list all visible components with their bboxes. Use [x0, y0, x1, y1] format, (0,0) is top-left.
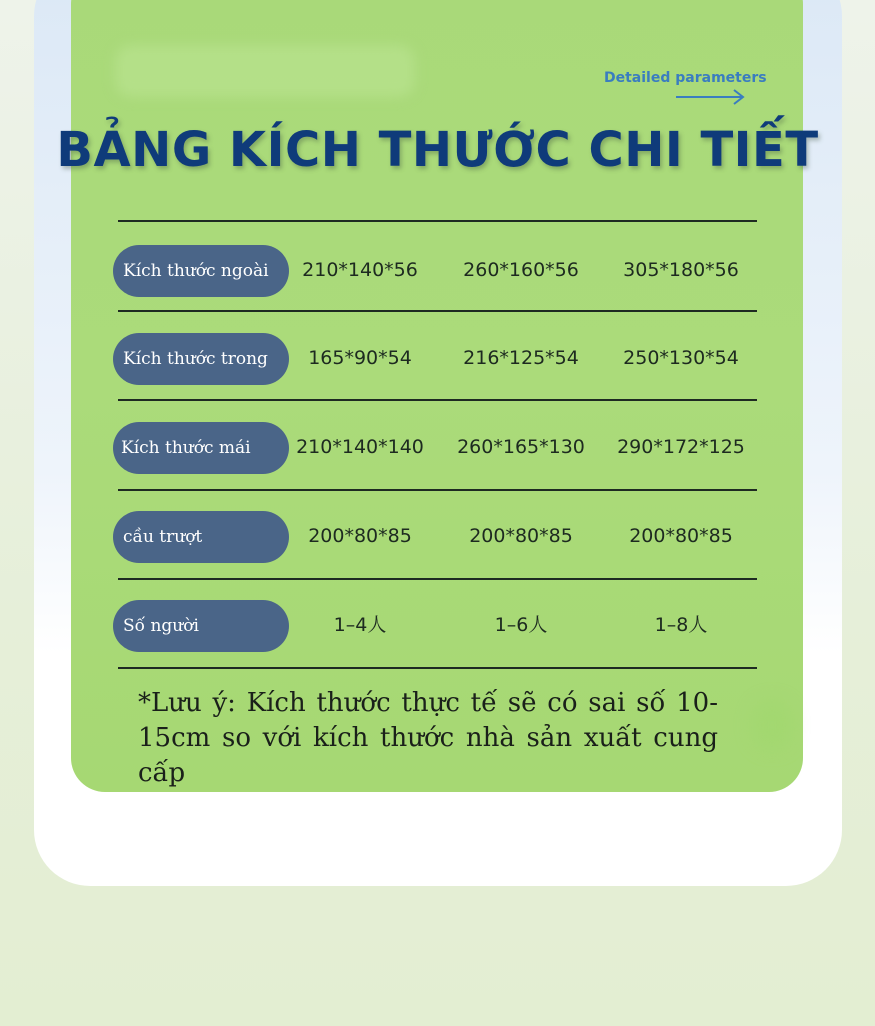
page-title: BẢNG KÍCH THƯỚC CHI TIẾT — [56, 122, 819, 178]
table-cell: 210*140*140 — [296, 436, 424, 458]
table-cell: 210*140*56 — [302, 259, 418, 281]
table-cell: 260*165*130 — [457, 436, 585, 458]
table-cell: 200*80*85 — [308, 525, 412, 547]
table-divider — [118, 489, 757, 491]
table-cell: 200*80*85 — [629, 525, 733, 547]
table-row — [113, 245, 773, 297]
table-divider — [118, 220, 757, 222]
footnote: *Lưu ý: Kích thước thực tế sẽ có sai số 10-15cm so với kích thước nhà sản xuất cung cấp — [138, 688, 718, 788]
table-cell: 165*90*54 — [308, 347, 412, 369]
row-label-pill: Kích thước mái — [113, 422, 289, 474]
table-divider — [118, 667, 757, 669]
arrow-right-icon — [676, 88, 746, 106]
decorative-blur-corner — [752, 700, 792, 750]
table-cell: 250*130*54 — [623, 347, 739, 369]
parameter-panel — [71, 0, 803, 792]
table-divider — [118, 578, 757, 580]
table-cell: 200*80*85 — [469, 525, 573, 547]
table-cell: 305*180*56 — [623, 259, 739, 281]
row-label-pill: Kích thước trong — [113, 333, 289, 385]
row-label-pill: Kích thước ngoài — [113, 245, 289, 297]
row-label-pill: Số người — [113, 600, 289, 652]
table-cell: 290*172*125 — [617, 436, 745, 458]
table-divider — [118, 310, 757, 312]
table-cell: 1–6人 — [494, 614, 548, 636]
table-cell: 1–4人 — [333, 614, 387, 636]
detailed-parameters-label: Detailed parameters — [604, 70, 767, 86]
table-divider — [118, 399, 757, 401]
table-row — [113, 511, 773, 563]
table-cell: 1–8人 — [654, 614, 708, 636]
table-cell: 216*125*54 — [463, 347, 579, 369]
table-cell: 260*160*56 — [463, 259, 579, 281]
decorative-blur — [115, 45, 415, 97]
row-label-pill: cầu trượt — [113, 511, 289, 563]
table-row — [113, 422, 773, 474]
table-row — [113, 333, 773, 385]
table-row — [113, 600, 773, 652]
